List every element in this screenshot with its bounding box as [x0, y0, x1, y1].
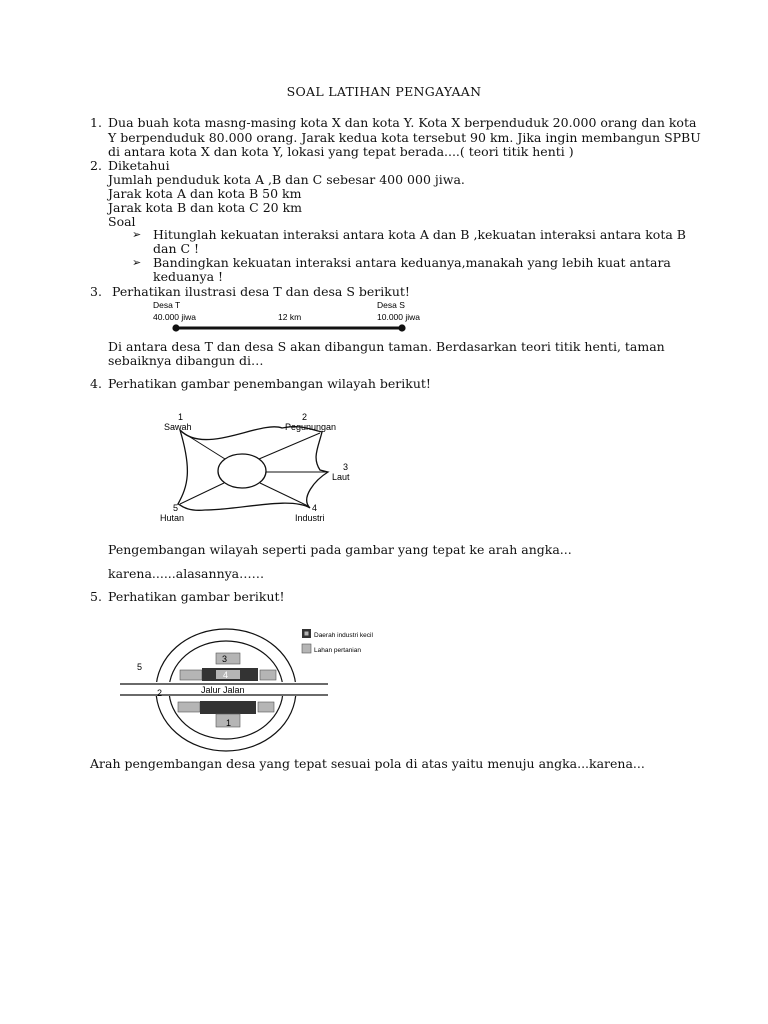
village-pattern-figure: [118, 622, 398, 756]
q1-line: Dua buah kota masng-masing kota X dan kota Y. Kota X berpenduduk 20.000 orang dan kota: [108, 115, 697, 130]
number-5: 5: [137, 662, 143, 672]
q1-line: Y berpenduduk 80.000 orang. Jarak kedua kota tersebut 90 km. Jika ingin membangun SPBU: [108, 130, 701, 145]
q2-line: Soal: [108, 214, 136, 229]
desa-s-label: Desa S: [377, 300, 405, 310]
q3-line: Di antara desa T dan desa S akan dibangun taman. Berdasarkan teori titik henti, taman: [108, 339, 665, 354]
q3-line: sebaiknya dibangun di…: [108, 353, 264, 368]
q2-bullet-line: keduanya !: [153, 269, 224, 284]
q2-number: 2.: [90, 158, 102, 173]
bullet-arrow-icon: ➢: [132, 256, 142, 269]
desa-t-population: 40.000 jiwa: [153, 312, 197, 322]
legend-farm-label: Lahan pertanian: [314, 647, 361, 654]
q4-intro: Perhatikan gambar penembangan wilayah berikut!: [108, 376, 431, 391]
desa-t-label: Desa T: [153, 300, 181, 310]
q2-bullet-line: Hitunglah kekuatan interaksi antara kota A dan B ,kekuatan interaksi antara kota B: [153, 227, 686, 242]
page-title: SOAL LATIHAN PENGAYAAN: [286, 84, 482, 99]
farm-block: [216, 653, 240, 664]
desa-t-point: [172, 324, 179, 331]
number-3: 3: [222, 654, 228, 664]
q5-intro: Perhatikan gambar berikut!: [108, 589, 285, 604]
q1-line: di antara kota X dan kota Y, lokasi yang tepat berada....( teori titik henti ): [108, 144, 574, 159]
desa-s-point: [398, 324, 405, 331]
industry-block: [200, 701, 256, 714]
q3-number: 3.: [90, 284, 102, 299]
q5-number: 5.: [90, 589, 102, 604]
q2-line: Jarak kota A dan kota B 50 km: [108, 186, 302, 201]
label-4-industri: Industri: [295, 513, 325, 523]
q3-intro: Perhatikan ilustrasi desa T dan desa S berikut!: [112, 284, 410, 299]
farm-block: [260, 670, 276, 680]
desa-s-population: 10.000 jiwa: [377, 312, 421, 322]
arrow-to-5: [180, 483, 224, 504]
farm-block: [178, 702, 200, 712]
q2-line: Diketahui: [108, 158, 170, 173]
label-2-num: 2: [302, 412, 308, 422]
label-1-num: 1: [178, 412, 184, 422]
farm-block: [258, 702, 274, 712]
farm-block: [180, 670, 202, 680]
number-2: 2: [157, 688, 163, 698]
legend-industry-label: Daerah industri kecil: [314, 632, 373, 639]
label-3-num: 3: [343, 462, 349, 472]
label-5-hutan: Hutan: [160, 513, 185, 523]
label-2-pegunungan: Pegunungan: [285, 422, 337, 432]
q4-line: karena......alasannya……: [108, 566, 265, 581]
center-city: [218, 454, 266, 488]
distance-label: 12 km: [278, 312, 302, 322]
legend-farm-swatch: [302, 644, 311, 653]
q5-question: Arah pengembangan desa yang tepat sesuai pola di atas yaitu menuju angka...karena...: [90, 756, 645, 771]
arrow-to-2: [259, 433, 320, 459]
label-1-sawah: Sawah: [164, 422, 192, 432]
label-4-num: 4: [312, 503, 318, 513]
label-5-num: 5: [173, 503, 179, 513]
q2-bullet-line: Bandingkan kekuatan interaksi antara keduanya,manakah yang lebih kuat antara: [153, 255, 671, 270]
q2-line: Jarak kota B dan kota C 20 km: [108, 200, 303, 215]
road-label: Jalur Jalan: [201, 685, 245, 695]
number-4: 4: [223, 670, 229, 680]
village-distance-figure: [140, 298, 440, 338]
q2-bullet-line: dan C !: [153, 241, 200, 256]
q4-number: 4.: [90, 376, 102, 391]
region-development-diagram: [150, 408, 360, 528]
q2-line: Jumlah penduduk kota A ,B dan C sebesar 400 000 jiwa.: [108, 172, 465, 187]
number-1: 1: [226, 718, 232, 728]
arrow-to-1: [182, 432, 225, 459]
label-3-laut: Laut: [332, 472, 350, 482]
bullet-arrow-icon: ➢: [132, 228, 142, 241]
legend-industry-inner: [305, 632, 309, 636]
q1-number: 1.: [90, 115, 102, 130]
q4-line: Pengembangan wilayah seperti pada gambar yang tepat ke arah angka...: [108, 542, 572, 557]
